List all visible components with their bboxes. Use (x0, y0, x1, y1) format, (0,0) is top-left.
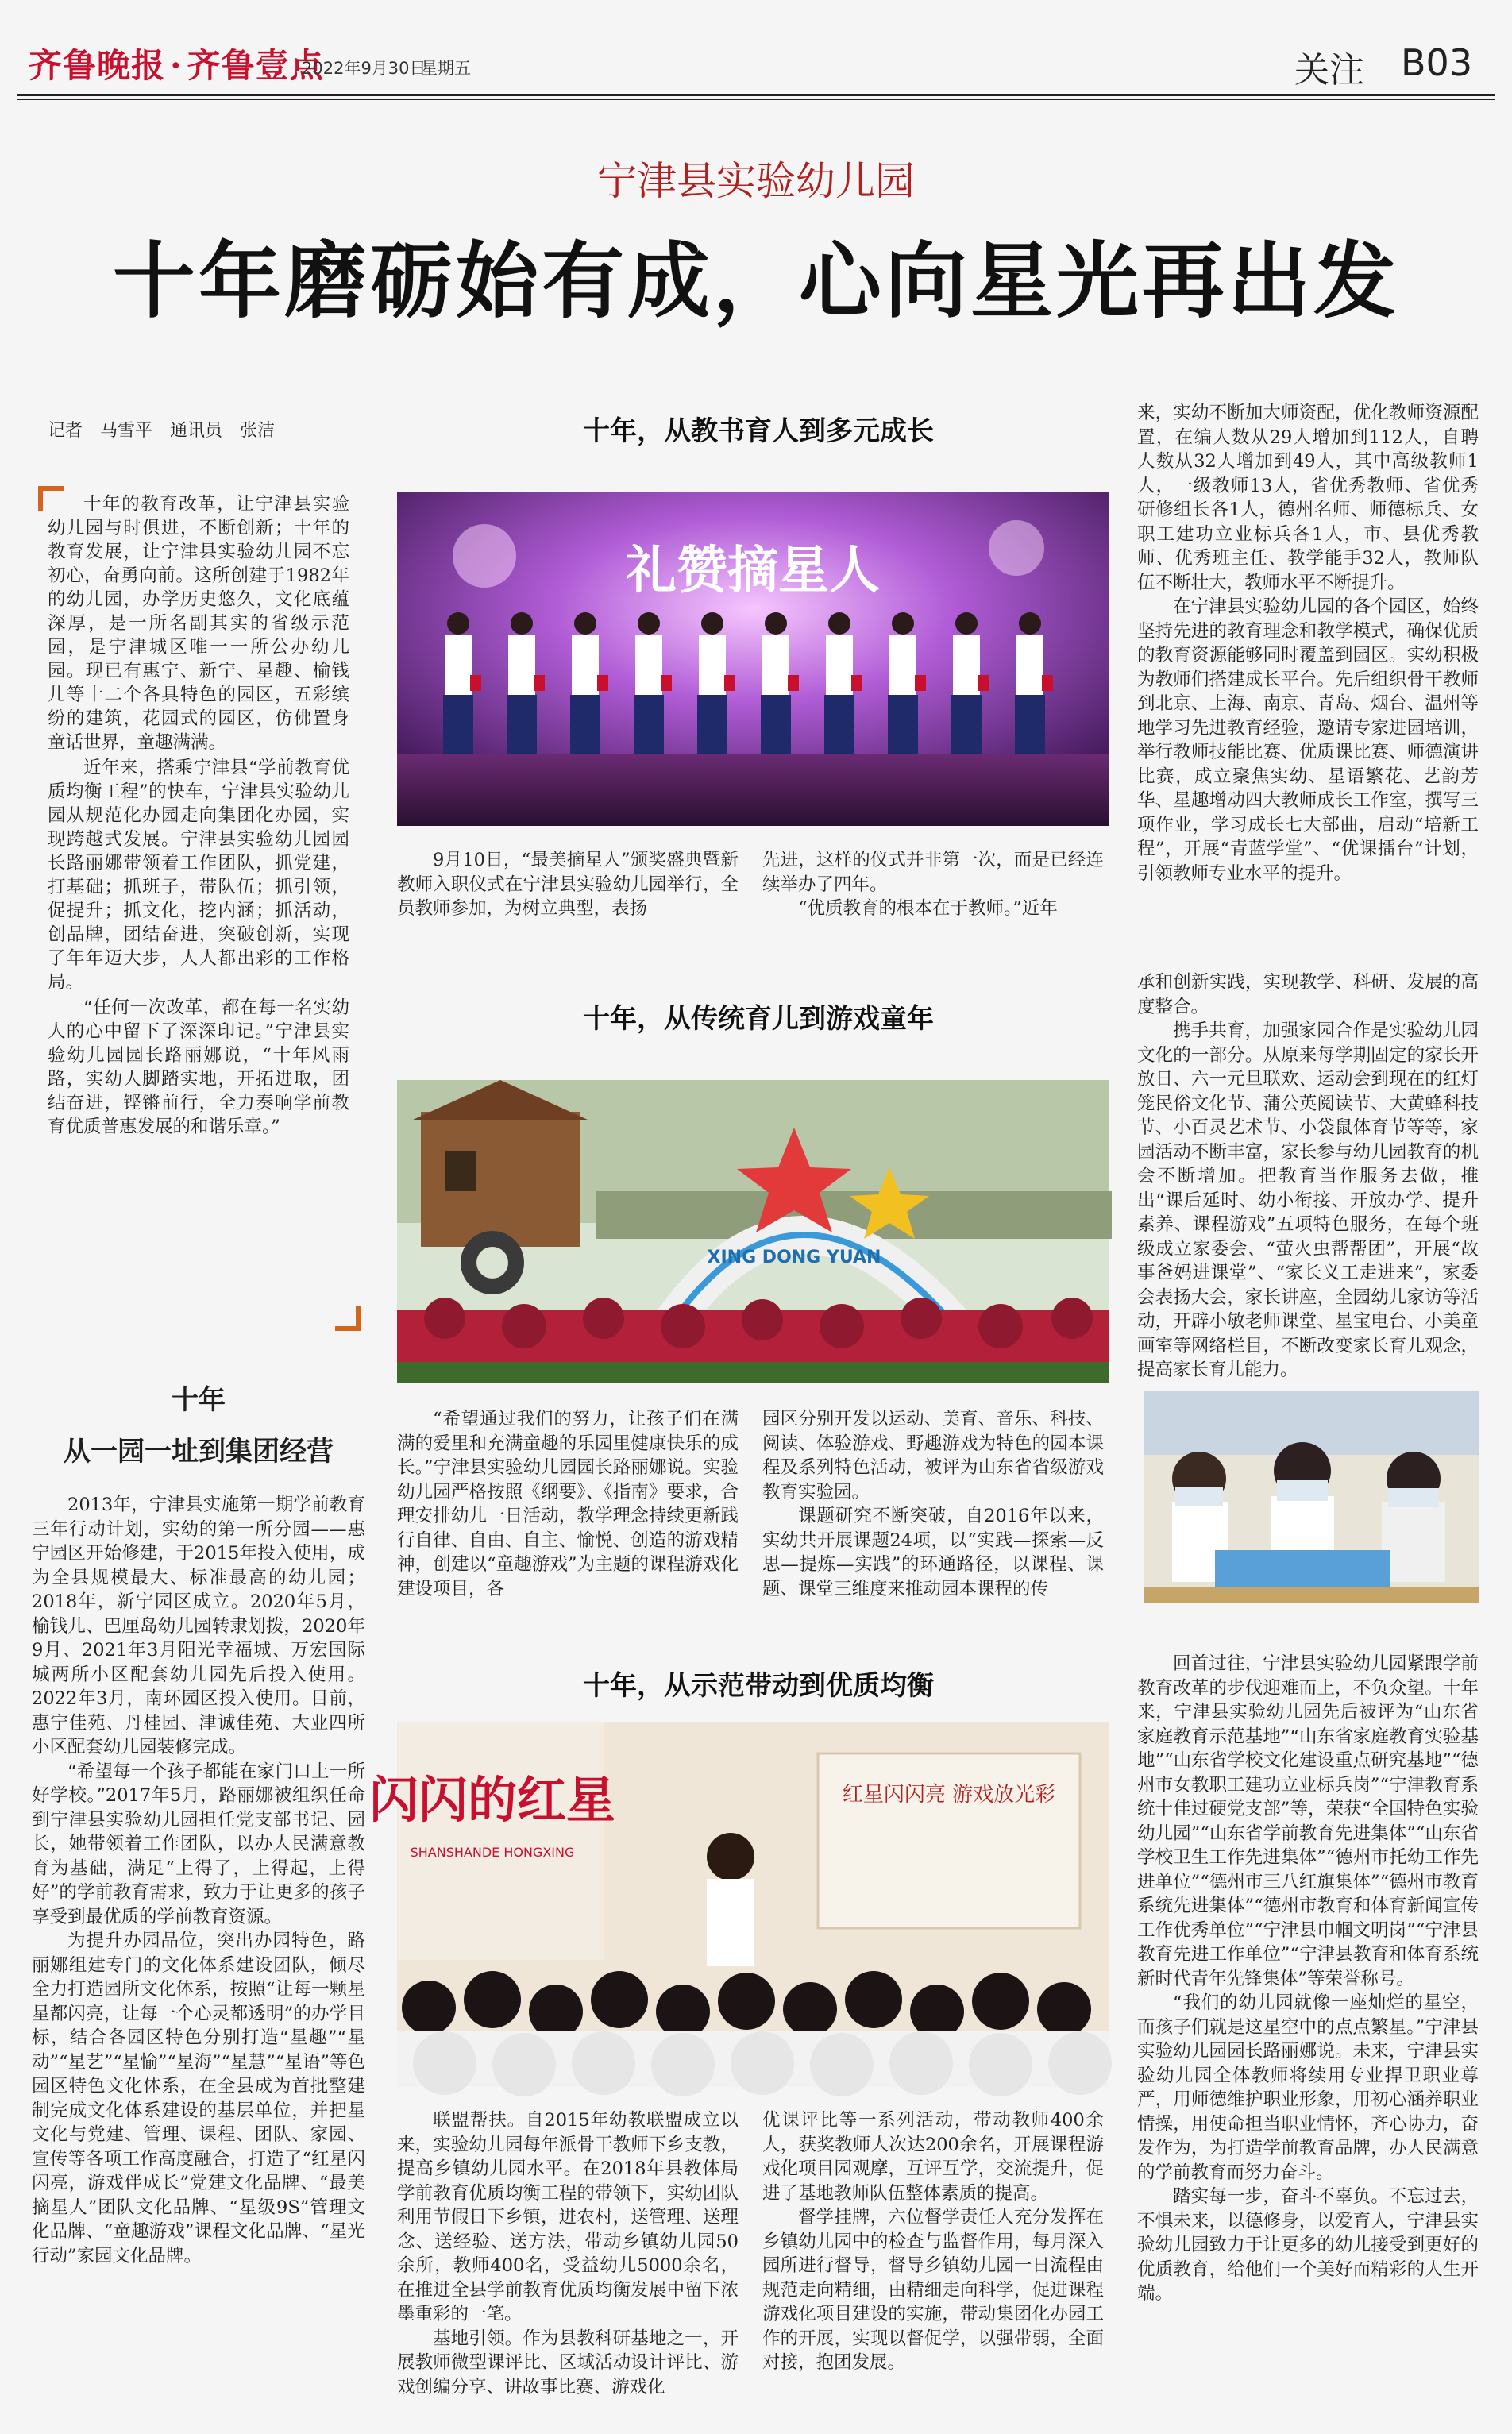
section1-head: 十年，从教书育人到多元成长 (583, 415, 934, 447)
section2-column-a (397, 1407, 739, 1601)
caption-paragraph: “优质教育的根本在于教师。”近年 (798, 898, 1058, 919)
body-paragraph: 在宁津县实验幼儿园的各个园区，始终坚持先进的教育理念和教学模式，确保优质的教育资源能够同时覆盖到园区。实幼积极为教师们搭建成长平台。先后组织骨干教师到北京、上海、南京、青岛、烟台、温州等地学习先进教育经验，邀请专家进园培训，举行教师技能比赛、优质课比赛、师德演讲比赛，成立聚焦实幼、星语繁花、艺韵芳华、星趣增动四大教师成长工作室，撰写三项作业，学习成长七大部曲，启动“培新工程”，开展“青蓝学堂”、“优课擂台”计划，引领教师专业水平的提升。 (1137, 596, 1479, 884)
byline: 记者 马雪平 通讯员 张洁 (48, 421, 276, 441)
body-paragraph: 来，实幼不断加大师资配，优化教师资源配置，在编人数从29人增加到112人，自聘人数从32人增加到49人，其中高级教师1人，一级教师13人，省优秀教师、省优秀研修组长各1人，德州名师、师德标兵、女职工建功立业标兵各1人，市、县优秀教师、优秀班主任、教学能手32人，教师队伍不断壮大，教师水平不断提升。 (1137, 403, 1479, 593)
header-rule-thin (17, 99, 1495, 100)
edition-name: 齐鲁壹点 (187, 46, 324, 85)
children-reading-photo (1144, 1391, 1479, 1603)
playground-image (397, 1080, 1109, 1383)
corner-bracket (38, 486, 64, 511)
body-paragraph: 联盟帮扶。自2015年幼教联盟成立以来，实验幼儿园每年派骨干教师下乡支教，提高乡镇幼儿园水平。在2018年县教体局学前教育优质均衡工程的带领下，实幼团队利用节假日下乡镇，进农村，送管理、送理念、送经验、送方法，带动乡镇幼儿园50余所，教师400名，受益幼儿5000余名，在推进全县学前教育优质均衡发展中留下浓墨重彩的一笔。 (397, 2110, 739, 2324)
intro-paragraph: “任何一次改革，都在每一名实幼人的心中留下了深深印记。”宁津县实验幼儿园园长路丽娜说，“十年风雨路，实幼人脚踏实地，开拓进取，团结奋进，铿锵前行，全力奏响学前教育优质普惠发展的和谐乐章。” (48, 997, 349, 1137)
issue-date: 2022年9月30日 (302, 59, 426, 78)
logo-separator: · (170, 46, 183, 85)
section2-column-b (762, 1407, 1104, 1601)
article-title: 十年磨砺始有成，心向星光再出发 (112, 232, 1399, 330)
body-paragraph: 园区分别开发以运动、美育、音乐、科技、阅读、体验游戏、野趣游戏为特色的园本课程及系列特色活动，被评为山东省省级游戏教育实验园。 (762, 1409, 1104, 1502)
body-paragraph: 督学挂牌，六位督学责任人充分发挥在乡镇幼儿园中的检查与监督作用，每月深入园所进行督导，督导乡镇幼儿园一日流程由规范走向精细，由精细走向科学，促进课程游戏化项目建设的实施，带动集团化办园工作的开展，实现以督促学，以强带弱，全面对接，抱团发展。 (762, 2207, 1104, 2373)
body-paragraph: 回首过往，宁津县实验幼儿园紧跟学前教育改革的步伐迎难而上，不负众望。十年来，宁津县实验幼儿园先后被评为“山东省家庭教育示范基地”“山东省家庭教育实验基地”“山东省学校文化建设重点研究基地”“德州市女教职工建功立业标兵岗”“宁津教育系统十佳过硬党支部”等，荣获“全国特色实验幼儿园”“山东省学前教育先进集体”“山东省学校卫生工作先进集体”“德州市托幼工作先进单位”“德州市三八红旗集体”“德州市教育系统先进集体”“德州市教育和体育新闻宣传工作优秀单位”“宁津县巾帼文明岗”“宁津县教育先进工作单位”“宁津县教育和体育系统新时代青年先锋集体”等荣誉称号。 (1137, 1653, 1479, 1989)
section2-head: 十年，从传统育儿到游戏童年 (583, 1003, 934, 1035)
award-ceremony-photo (397, 492, 1109, 826)
exhibit-image (368, 1722, 1109, 2087)
exhibit-wall-text: 红星闪闪亮 游戏放光彩 (842, 1783, 1056, 1807)
left-section-body (32, 1493, 365, 2268)
body-paragraph: 2013年，宁津县实施第一期学前教育三年行动计划，实幼的第一所分园——惠宁园区开始修建，于2015年投入使用，成为全县规模最大、标准最高的幼儿园；2018年，新宁园区成立。2020年5月，榆钱儿、巴厘岛幼儿园转隶划拨，2020年9月、2021年3月阳光幸福城、万宏国际城两所小区配套幼儿园先后投入使用。2022年3月，南环园区投入使用。目前，惠宁佳苑、丹桂园、津诚佳苑、大业四所小区配套幼儿园装修完成。 (32, 1495, 365, 1757)
intro-paragraph: 十年的教育改革，让宁津县实验幼儿园与时俱进，不断创新；十年的教育发展，让宁津县实验幼儿园不忘初心，奋勇向前。这所创建于1982年的幼儿园，办学历史悠久，文化底蕴深厚，是一所名副其实的省级示范园，是宁津城区唯一一所公办幼儿园。现已有惠宁、新宁、星趣、榆钱儿等十二个各具特色的园区，五彩缤纷的建筑，花园式的园区，仿佛置身童话世界，童趣满满。 (48, 494, 349, 753)
intro-box (48, 492, 349, 1326)
children-image (1144, 1391, 1479, 1603)
section3-head: 十年，从示范带动到优质均衡 (583, 1670, 934, 1702)
article-subtitle: 宁津县实验幼儿园 (597, 158, 915, 204)
body-paragraph: 优课评比等一系列活动，带动教师400余人，获奖教师人次达200余名，开展课程游戏化项目园观摩，互评互学，交流提升，促进了基地教师队伍整体素质的提高。 (762, 2110, 1104, 2204)
body-paragraph: 基地引领。作为县教科研基地之一，开展教师微型课评比、区域活动设计评比、游戏创编分享、讲故事比赛、游戏化 (397, 2328, 739, 2397)
paper-name: 齐鲁晚报 (29, 46, 166, 85)
exhibit-title: 闪闪的红星 (368, 1771, 616, 1829)
header-rule (17, 94, 1495, 96)
park-sign-latin: XING DONG YUAN (707, 1248, 881, 1267)
ceremony-banner: 礼赞摘星人 (626, 541, 880, 600)
section1-caption-left (397, 848, 739, 921)
award-ceremony-image (397, 492, 1109, 826)
page-number: B03 (1401, 41, 1473, 84)
body-paragraph: 为提升办园品位，突出办园特色，路丽娜组建专门的文化体系建设团队，倾尽全力打造园所文化体系，按照“让每一颗星星都闪亮，让每一个心灵都透明”的办学目标，结合各园区特色分别打造“星趣”“星动”“星艺”“星愉”“星海”“星慧”“星语”等色园区特色文化体系，在全县成为首批整建制完成文化体系建设的基层单位，并把星文化与党建、管理、课程、团队、家园、宣传等各项工作高度融合，打造了“红星闪闪亮，游戏伴成长”党建文化品牌、“最美摘星人”团队文化品牌、“星级9S”管理文化品牌、“童趣游戏”课程文化品牌、“星光行动”家园文化品牌。 (32, 1931, 365, 2266)
red-star-exhibit-photo (368, 1722, 1109, 2087)
body-paragraph: 课题研究不断突破，自2016年以来，实幼共开展课题24项，以“实践—探索—反思—提炼—实践”的环通路径，以课程、课题、课堂三维度来推动园本课程的传 (762, 1506, 1104, 1599)
masthead-logo (29, 40, 324, 87)
section-name: 关注 (1294, 50, 1364, 91)
section1-right-column (1137, 401, 1479, 885)
exhibit-subtitle: SHANSHANDE HONGXING (410, 1845, 575, 1860)
body-paragraph: “希望每一个孩子都能在家门口上一所好学校。”2017年5月，路丽娜被组织任命到宁津县实验幼儿园担任党支部书记、园长，她带领着工作团队，以办人民满意教育为基础，满足“上得了，上得起，上得好”的学前教育需求，致力于让更多的孩子享受到最优质的学前教育资源。 (32, 1761, 365, 1927)
section3-column-b (762, 2108, 1104, 2375)
issue-weekday: 星期五 (421, 59, 471, 78)
body-paragraph: “希望通过我们的努力，让孩子们在满满的爱里和充满童趣的乐园里健康快乐的成长。”宁津县实验幼儿园园长路丽娜说。实验幼儿园严格按照《纲要》、《指南》要求，合理安排幼儿一日活动，教学理念持续更新践行自律、自由、自主、愉悦、创造的游戏精神，创建以“童趣游戏”为主题的课程游戏化建设项目，各 (397, 1409, 739, 1599)
section3-column-a (397, 2108, 739, 2399)
body-paragraph: 踏实每一步，奋斗不辜负。不忘过去，不惧未来，以德修身，以爱育人，宁津县实验幼儿园致力于让更多的幼儿接受到更好的优质教育，给他们一个美好而精彩的人生开端。 (1137, 2186, 1479, 2304)
body-paragraph: “我们的幼儿园就像一座灿烂的星空，而孩子们就是这星空中的点点繁星。”宁津县实验幼儿园园长路丽娜说。未来，宁津县实验幼儿园全体教师将续用专业捍卫职业尊严，用师德维护职业形象，用初心涵养职业情操，用使命担当职业情怀，齐心协力，奋发作为，为打造学前教育品牌，办人民满意的学前教育而努力奋斗。 (1137, 1992, 1479, 2183)
intro-paragraph: 近年来，搭乘宁津县“学前教育优质均衡工程”的快车，宁津县实验幼儿园从规范化办园走向集团化办园，实现跨越式发展。宁津县实验幼儿园园长路丽娜带领着工作团队，抓党建，打基础；抓班子，带队伍；抓引领，促提升；抓文化，挖内涵；抓活动，创品牌，团结奋进，突破创新，实现了年年迈大步，人人都出彩的工作格局。 (48, 758, 349, 993)
body-paragraph: 承和创新实践，实现教学、科研、发展的高度整合。 (1137, 972, 1479, 1017)
left-section-subhead: 从一园一址到集团经营 (64, 1436, 334, 1468)
playground-photo (397, 1080, 1109, 1383)
section2-right-column (1137, 970, 1479, 1383)
caption-paragraph: 先进，这样的仪式并非第一次，而是已经连续举办了四年。 (762, 850, 1104, 895)
left-section-head: 十年 (172, 1384, 226, 1416)
section3-right-column (1137, 1652, 1479, 2306)
body-paragraph: 携手共育，加强家园合作是实验幼儿园文化的一部分。从原来每学期固定的家长开放日、六一元旦联欢、运动会到现在的红灯笼民俗文化节、蒲公英阅读节、大黄蜂科技节、小百灵艺术节、小袋鼠体育节等等，家园活动不断丰富，家长参与幼儿园教育的机会不断增加。把教育当作服务去做，推出“课后延时、幼小衔接、开放办学、提升素养、课程游戏”五项特色服务，在每个班级成立家委会、“萤火虫帮帮团”，开展“故事爸妈进课堂”、“家长义工走进来”，家委会表扬大会，家长讲座，全园幼儿家访等活动，开辟小敏老师课堂、星宝电台、小美童画室等网络栏目，不断改变家长育儿观念，提高家长育儿能力。 (1137, 1020, 1479, 1380)
corner-bracket (335, 1306, 361, 1331)
section1-caption-right (762, 848, 1104, 921)
caption-paragraph: 9月10日，“最美摘星人”颁奖盛典暨新教师入职仪式在宁津县实验幼儿园举行，全员教师参加，为树立典型，表扬 (397, 850, 739, 919)
